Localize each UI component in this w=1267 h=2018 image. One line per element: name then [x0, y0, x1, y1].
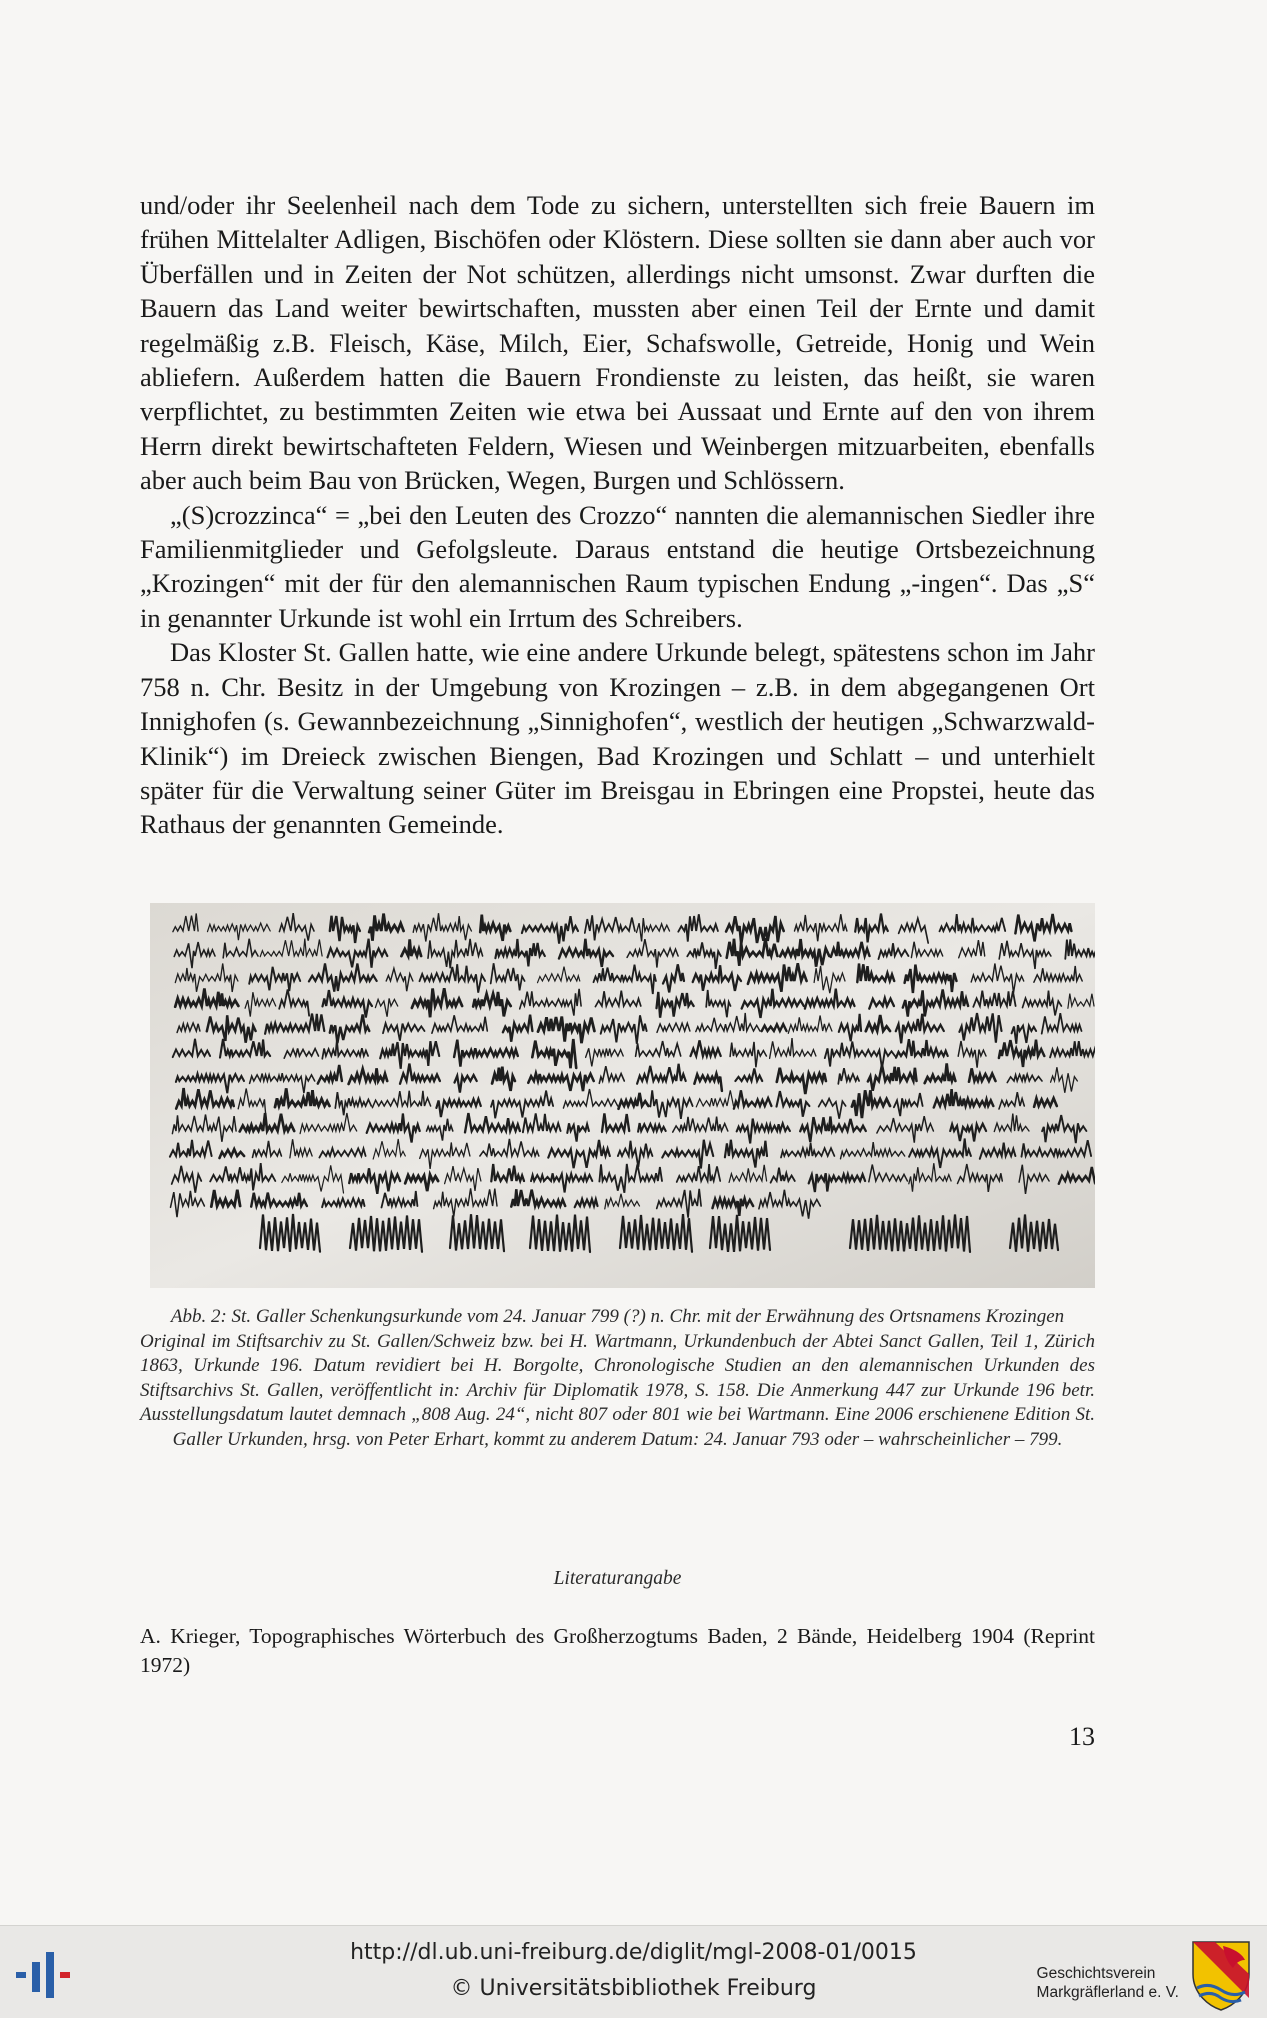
society-crest-icon[interactable] [1189, 1938, 1253, 2017]
literature-heading: Literaturangabe [553, 1568, 682, 1589]
figure-caption [140, 1305, 1095, 1453]
caption-body: Original im Stiftsarchiv zu St. Gallen/Schweiz bzw. bei H. Wartmann, Urkundenbuch der Abtei Sanct Gallen, Teil 1, Zürich 1863, Urkunde 196. Datum revidiert bei H. Borgolte, Chronologische Studien an den alemannischen Urkunden des Stiftsarchivs St. Gallen, veröffentlicht in: Archiv für Diplomatik 1978, S. 158. Die Anmerkung 447 zur Urkunde 196 betr. Ausstellungsdatum lautet demnach „808 Aug. 24“, nicht 807 oder 801 wie bei Wartmann. Eine 2006 erschienene Edition St. Galler Urkunden, hrsg. von Peter Erhart, kommt zu anderem Datum: 24. Januar 793 oder – wahrscheinlicher – 799. [140, 1330, 1095, 1450]
footer-url-link[interactable]: http://dl.ub.uni-freiburg.de/diglit/mgl-2008-01/0015 [350, 1940, 917, 1965]
paragraph-2: „(S)crozzinca“ = „bei den Leuten des Crozzo“ nannten die alemannischen Siedler ihre Familienmitglieder und Gefolgsleute. Daraus entstand die heutige Ortsbezeichnung „Krozingen“ mit der für den alemannischen Raum typischen Endung „-ingen“. Das „S“ in genannter Urkunde ist wohl ein Irrtum des Schreibers. [140, 499, 1095, 633]
paragraph-1: und/oder ihr Seelenheil nach dem Tode zu sichern, unterstellten sich freie Bauern im frühen Mittelalter Adligen, Bischöfen oder Klöstern. Diese sollten sie dann aber auch vor Überfällen und in Zeiten der Not schützen, allerdings nicht umsonst. Zwar durften die Bauern das Land weiter bewirtschaften, mussten aber einen Teil der Ernte und damit regelmäßig z.B. Fleisch, Käse, Milch, Eier, Schafswolle, Getreide, Honig und Wein abliefern. Außerdem hatten die Bauern Frondienste zu leisten, das heißt, sie waren verpflichtet, zu bestimmten Zeiten wie etwa bei Aussaat und Ernte auf den von ihrem Herrn direkt bewirtschafteten Feldern, Wiesen und Weinbergen mitzuarbeiten, ebenfalls aber auch beim Bau von Brücken, Wegen, Burgen und Schlössern. [140, 190, 1095, 496]
manuscript-image [150, 903, 1095, 1288]
footer-copyright: © Universitätsbibliothek Freiburg [450, 1976, 817, 2001]
society-line-2: Markgräflerland e. V. [1036, 1984, 1179, 2001]
literature-entry: A. Krieger, Topographisches Wörterbuch des Großherzogtums Baden, 2 Bände, Heidelberg 1904 (Reprint 1972) [140, 1624, 1095, 1677]
body-text [140, 188, 1095, 842]
paragraph-3: Das Kloster St. Gallen hatte, wie eine andere Urkunde belegt, spätestens schon im Jahr 758 n. Chr. Besitz in der Umgebung von Krozingen – z.B. in dem abgegangenen Ort Innighofen (s. Gewannbezeichnung „Sinnighofen“, westlich der heutigen „Schwarzwald-Klinik“) im Dreieck zwischen Biengen, Bad Krozingen und Schlatt – und unterhielt später für die Verwaltung seiner Güter im Breisgau in Ebringen eine Propstei, heute das Rathaus der genannten Gemeinde. [140, 637, 1095, 840]
caption-title: Abb. 2: St. Galler Schenkungsurkunde vom 24. Januar 799 (?) n. Chr. mit der Erwähnung des Ortsnamens Krozingen [170, 1306, 1065, 1327]
manuscript-illustration [150, 903, 1095, 1288]
footer-bar [0, 1925, 1267, 2018]
society-line-1: Geschichtsverein [1036, 1965, 1156, 1982]
page-number: 13 [1069, 1722, 1095, 1751]
society-name [1037, 1964, 1179, 2002]
